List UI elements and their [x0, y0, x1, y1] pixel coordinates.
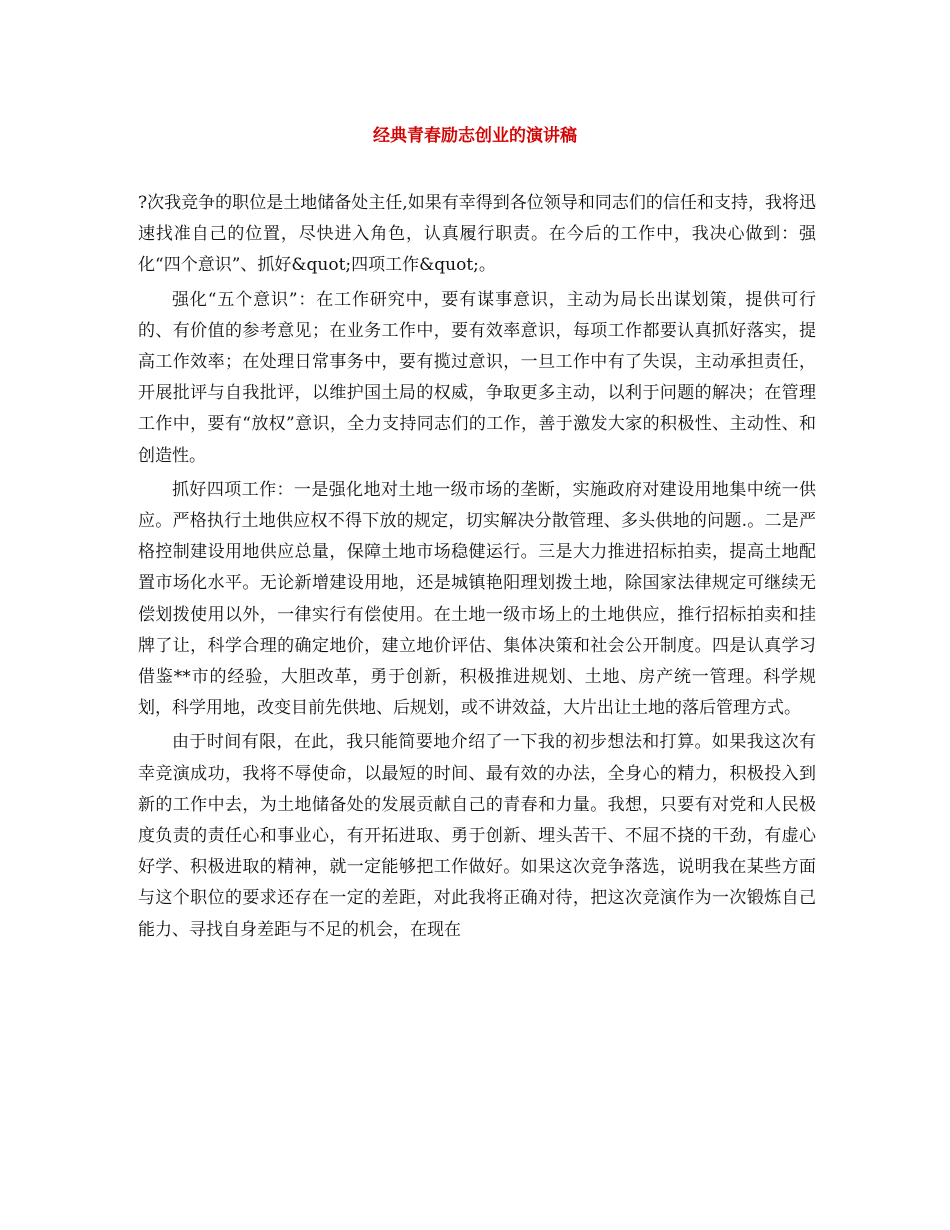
paragraph-five-awareness: 强化“五个意识”：在工作研究中，要有谋事意识，主动为局长出谋划策，提供可行的、有价值的参考意见；在业务工作中，要有效率意识，每项工作都要认真抓好落实，提高工作效率；在处理日常事务中，要有揽过意识，一旦工作中有了失误，主动承担责任，开展批评与自我批评，以维护国土局的权威，争取更多主动，以利于问题的解决；在管理工作中，要有“放权”意识，全力支持同志们的工作，善于激发大家的积极性、主动性、和创造性。 — [138, 289, 816, 466]
paragraph-intro: ?次我竞争的职位是土地储备处主任,如果有幸得到各位领导和同志们的信任和支持，我将迅速找准自己的位置，尽快进入角色，认真履行职责。在今后的工作中，我决心做到：强化“四个意识”、抓好&quot;四项工作&quot;。 — [138, 193, 816, 276]
document-body — [138, 188, 816, 946]
document-title: 经典青春励志创业的演讲稿 — [373, 126, 577, 146]
paragraph-conclusion: 由于时间有限，在此，我只能简要地介绍了一下我的初步想法和打算。如果我这次有幸竞演成功，我将不辱使命，以最短的时间、最有效的办法，全身心的精力，积极投入到新的工作中去，为土地储备处的发展贡献自己的青春和力量。我想，只要有对党和人民极度负责的责任心和事业心，有开拓进取、勇于创新、埋头苦干、不屈不挠的干劲，有虚心好学、积极进取的精神，就一定能够把工作做好。如果这次竞争落选，说明我在某些方面与这个职位的要求还存在一定的差距，对此我将正确对待，把这次竞演作为一次锻炼自己能力、寻找自身差距与不足的机会，在现在 — [138, 732, 816, 940]
paragraph-four-tasks: 抓好四项工作：一是强化地对土地一级市场的垄断，实施政府对建设用地集中统一供应。严格执行土地供应权不得下放的规定，切实解决分散管理、多头供地的问题.。二是严格控制建设用地供应总量，保障土地市场稳健运行。三是大力推进招标拍卖，提高土地配置市场化水平。无论新增建设用地，还是城镇艳阳理划拨土地，除国家法律规定可继续无偿划拨使用以外，一律实行有偿使用。在土地一级市场上的土地供应，推行招标拍卖和挂牌了让，科学合理的确定地价，建立地价评估、集体决策和社会公开制度。四是认真学习借鉴**市的经验，大胆改革，勇于创新，积极推进规划、土地、房产统一管理。科学规划，科学用地，改变目前先供地、后规划，或不讲效益，大片出让土地的落后管理方式。 — [138, 479, 816, 719]
